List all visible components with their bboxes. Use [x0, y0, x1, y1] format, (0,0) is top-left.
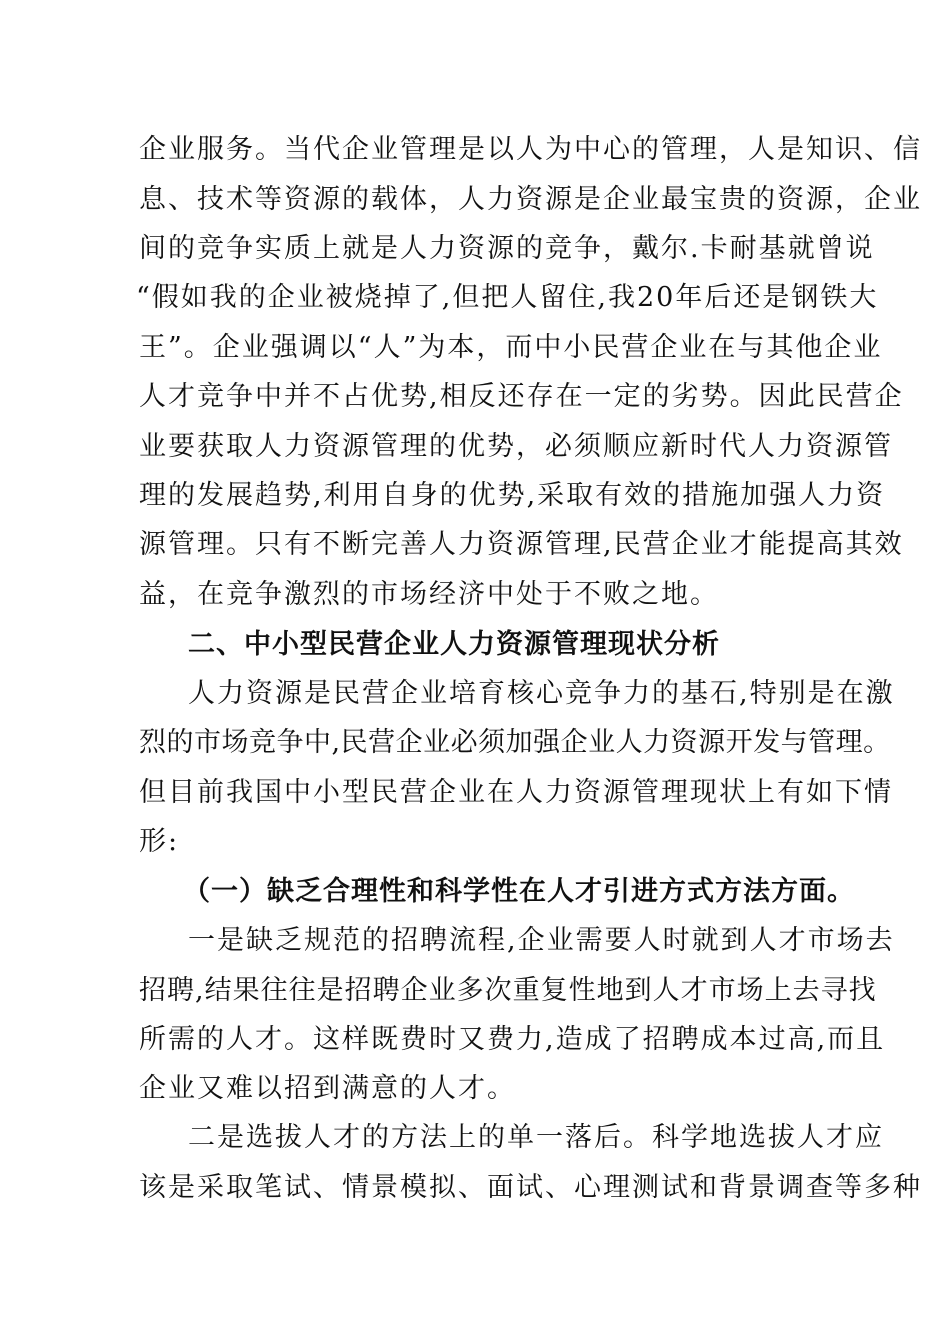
paragraph-line: 王”。企业强调以“人”为本，而中小民营企业在与其他企业: [139, 332, 883, 363]
paragraph-line: 企业服务。当代企业管理是以人为中心的管理，人是知识、信: [139, 134, 922, 165]
paragraph-line: 但目前我国中小型民营企业在人力资源管理现状上有如下情: [139, 777, 893, 808]
paragraph-line: 源管理。只有不断完善人力资源管理,民营企业才能提高其效: [139, 529, 904, 560]
paragraph-line: 招聘,结果往往是招聘企业多次重复性地到人才市场上去寻找: [139, 975, 877, 1006]
paragraph-line: 形:: [139, 826, 180, 857]
paragraph-line: 人才竞争中并不占优势,相反还存在一定的劣势。因此民营企: [139, 381, 904, 412]
paragraph-line: 息、技术等资源的载体，人力资源是企业最宝贵的资源，企业: [139, 184, 922, 215]
paragraph-line: 二是选拔人才的方法上的单一落后。科学地选拔人才应: [188, 1122, 884, 1153]
paragraph-line: 人力资源是民营企业培育核心竞争力的基石,特别是在激: [188, 678, 895, 709]
paragraph-line: 烈的市场竞争中,民营企业必须加强企业人力资源开发与管理。: [139, 727, 891, 758]
paragraph-line: 一是缺乏规范的招聘流程,企业需要人时就到人才市场去: [188, 925, 895, 956]
section-heading: 二、中小型民营企业人力资源管理现状分析: [188, 629, 720, 660]
paragraph-line: 业要获取人力资源管理的优势，必须顺应新时代人力资源管: [139, 431, 893, 462]
paragraph-line: “假如我的企业被烧掉了,但把人留住,我20年后还是钢铁大: [136, 282, 879, 313]
paragraph-line: 间的竞争实质上就是人力资源的竞争，戴尔.卡耐基就曾说: [139, 233, 875, 264]
paragraph-line: 企业又难以招到满意的人才。: [139, 1073, 516, 1104]
paragraph-line: 理的发展趋势,利用自身的优势,采取有效的措施加强人力资: [139, 480, 886, 511]
subsection-heading: （一）缺乏合理性和科学性在人才引进方式方法方面。: [183, 876, 855, 907]
paragraph-line: 益，在竞争激烈的市场经济中处于不败之地。: [139, 579, 719, 610]
paragraph-line: 该是采取笔试、情景模拟、面试、心理测试和背景调查等多种: [139, 1172, 922, 1203]
paragraph-line: 所需的人才。这样既费时又费力,造成了招聘成本过高,而且: [139, 1024, 886, 1055]
